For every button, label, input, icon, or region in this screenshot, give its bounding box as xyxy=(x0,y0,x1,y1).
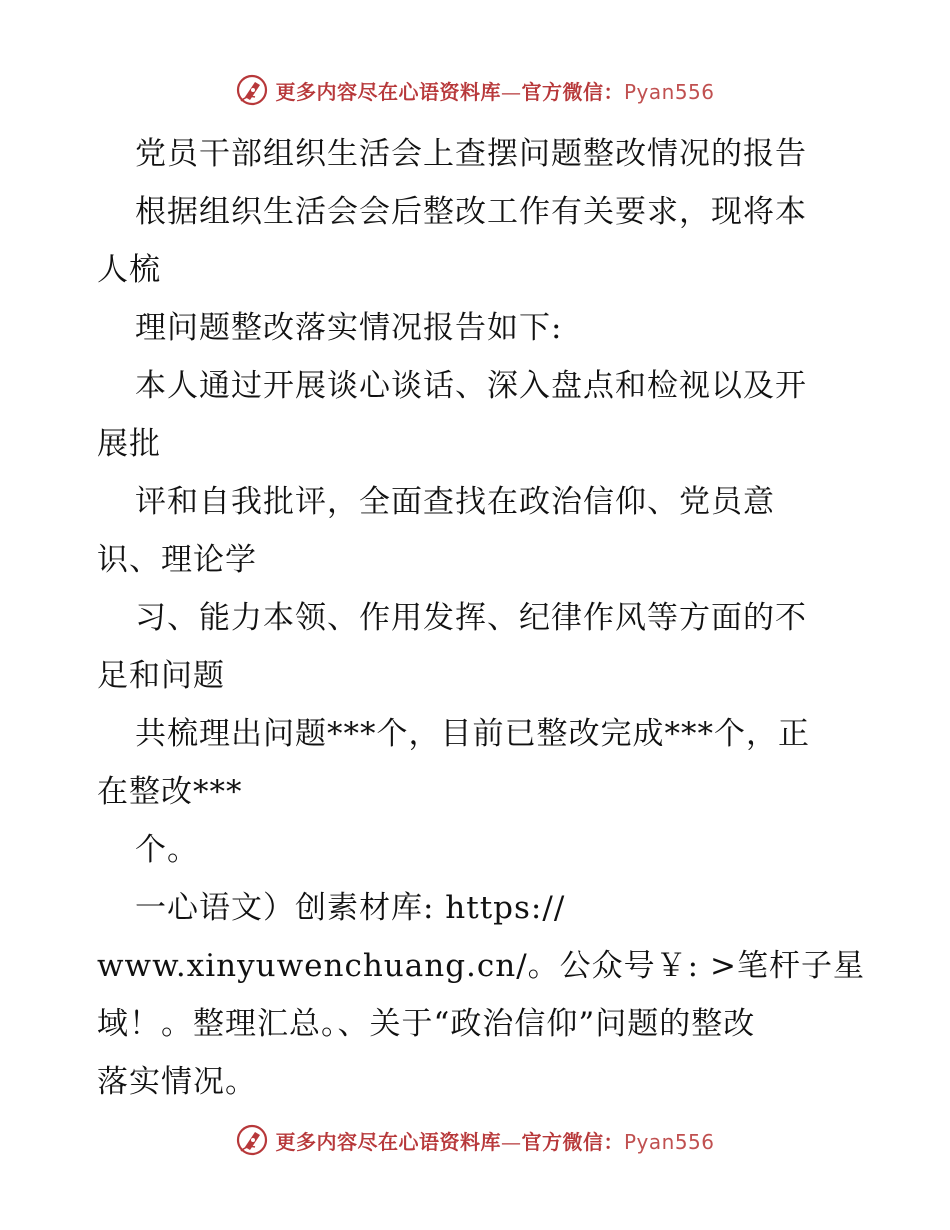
paragraph-line: 足和问题 xyxy=(97,658,225,694)
banner-brand: 更多内容尽在心语资料库 xyxy=(275,79,501,104)
paragraph-line: 识、理论学 xyxy=(97,542,257,578)
banner-dash: — xyxy=(500,1129,522,1154)
paragraph-line: 一心语文）创素材库: https:// xyxy=(135,890,566,926)
banner-wechat-label: 官方微信： xyxy=(521,79,624,104)
paragraph-line: 展批 xyxy=(97,426,161,462)
paragraph-line: 人梳 xyxy=(97,252,161,288)
document-body xyxy=(97,125,865,1111)
paragraph-line: 根据组织生活会会后整改工作有关要求，现将本 xyxy=(135,194,807,230)
paragraph-line: 共梳理出问题***个，目前已整改完成***个，正 xyxy=(135,716,810,752)
document-title: 党员干部组织生活会上查摆问题整改情况的报告 xyxy=(135,136,807,172)
footer-banner xyxy=(0,1120,950,1160)
banner-brand: 更多内容尽在心语资料库 xyxy=(275,1129,501,1154)
paragraph-line: 域！。整理汇总。、关于“政治信仰”问题的整改 xyxy=(97,1006,756,1042)
paragraph-line: 在整改*** xyxy=(97,774,243,810)
banner-text xyxy=(275,76,714,105)
pen-nib-logo-icon xyxy=(235,73,269,107)
paragraph-line: 本人通过开展谈心谈话、深入盘点和检视以及开 xyxy=(135,368,807,404)
banner-text xyxy=(275,1126,714,1155)
paragraph-line: 评和自我批评，全面查找在政治信仰、党员意 xyxy=(135,484,775,520)
banner-dash: — xyxy=(500,79,522,104)
banner-wechat-id: Pyan556 xyxy=(623,1129,715,1154)
header-banner xyxy=(0,70,950,110)
paragraph-line: 个。 xyxy=(135,832,199,868)
pen-nib-logo-icon xyxy=(235,1123,269,1157)
paragraph-line: 落实情况。 xyxy=(97,1064,257,1100)
paragraph-line: 习、能力本领、作用发挥、纪律作风等方面的不 xyxy=(135,600,807,636)
banner-wechat-id: Pyan556 xyxy=(623,79,715,104)
paragraph-line: www.xinyuwenchuang.cn/。公众号￥: >笔杆子星 xyxy=(97,948,865,984)
paragraph-line: 理问题整改落实情况报告如下: xyxy=(135,310,563,346)
banner-wechat-label: 官方微信： xyxy=(521,1129,624,1154)
